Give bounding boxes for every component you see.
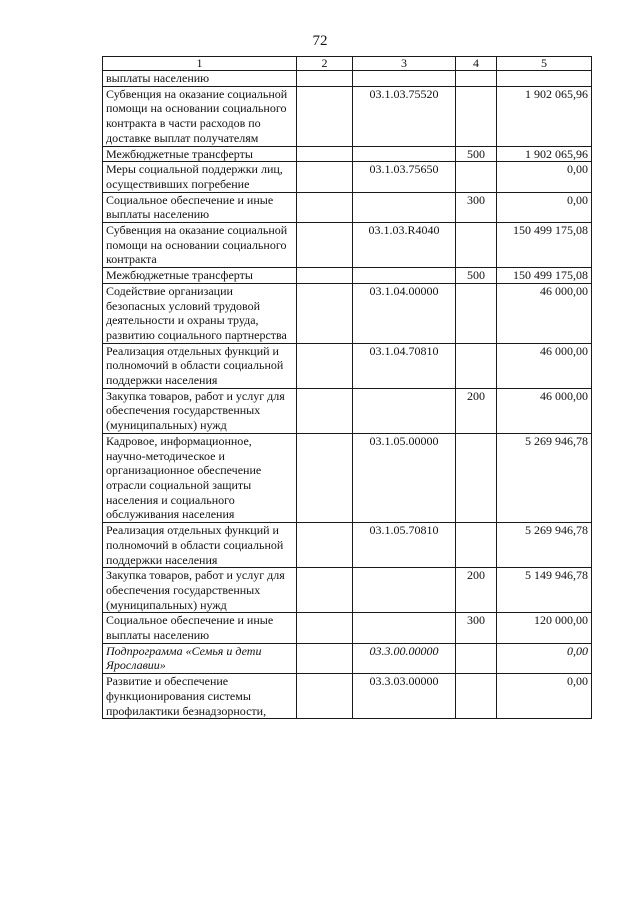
code-cell: 03.3.00.00000 — [353, 643, 456, 673]
type-cell — [456, 86, 497, 146]
header-cell-2: 2 — [297, 57, 353, 71]
header-cell-4: 4 — [456, 57, 497, 71]
amount-cell: 1 902 065,96 — [497, 146, 592, 162]
type-cell: 200 — [456, 568, 497, 613]
type-cell — [456, 643, 497, 673]
amount-cell: 5 269 946,78 — [497, 433, 592, 522]
col2-cell — [297, 568, 353, 613]
table-row — [103, 388, 592, 433]
code-cell: 03.1.05.70810 — [353, 523, 456, 568]
name-cell: Закупка товаров, работ и услуг для обеспечения государственных (муниципальных) нужд — [103, 568, 297, 613]
budget-table — [102, 56, 592, 719]
name-cell: Содействие организации безопасных условий трудовой деятельности и охраны труда, развитию социального партнерства — [103, 283, 297, 343]
type-cell — [456, 223, 497, 268]
code-cell — [353, 268, 456, 284]
code-cell: 03.1.04.00000 — [353, 283, 456, 343]
name-cell: Реализация отдельных функций и полномочий в области социальной поддержки населения — [103, 343, 297, 388]
col2-cell — [297, 643, 353, 673]
table-row — [103, 223, 592, 268]
code-cell — [353, 146, 456, 162]
type-cell — [456, 71, 497, 87]
amount-cell: 5 269 946,78 — [497, 523, 592, 568]
code-cell: 03.1.05.00000 — [353, 433, 456, 522]
code-cell: 03.1.03.R4040 — [353, 223, 456, 268]
amount-cell: 0,00 — [497, 192, 592, 222]
name-cell: Межбюджетные трансферты — [103, 268, 297, 284]
col2-cell — [297, 162, 353, 192]
type-cell — [456, 343, 497, 388]
table-row — [103, 568, 592, 613]
col2-cell — [297, 283, 353, 343]
amount-cell — [497, 71, 592, 87]
table-row — [103, 523, 592, 568]
amount-cell: 1 902 065,96 — [497, 86, 592, 146]
amount-cell: 150 499 175,08 — [497, 223, 592, 268]
col2-cell — [297, 268, 353, 284]
name-cell: Подпрограмма «Семья и дети Ярославии» — [103, 643, 297, 673]
name-cell: Субвенция на оказание социальной помощи на основании социального контракта в части расходов по доставке выплат получателям — [103, 86, 297, 146]
page-number: 72 — [312, 33, 328, 49]
code-cell — [353, 613, 456, 643]
code-cell: 03.1.03.75520 — [353, 86, 456, 146]
header-cell-5: 5 — [497, 57, 592, 71]
table-row — [103, 162, 592, 192]
name-cell: выплаты населению — [103, 71, 297, 87]
name-cell: Социальное обеспечение и иные выплаты населению — [103, 192, 297, 222]
type-cell: 200 — [456, 388, 497, 433]
col2-cell — [297, 192, 353, 222]
table-row — [103, 71, 592, 87]
col2-cell — [297, 433, 353, 522]
type-cell: 500 — [456, 146, 497, 162]
table-row — [103, 86, 592, 146]
table-row — [103, 433, 592, 522]
name-cell: Меры социальной поддержки лиц, осуществивших погребение — [103, 162, 297, 192]
name-cell: Реализация отдельных функций и полномочий в области социальной поддержки населения — [103, 523, 297, 568]
col2-cell — [297, 146, 353, 162]
name-cell: Социальное обеспечение и иные выплаты населению — [103, 613, 297, 643]
type-cell — [456, 674, 497, 719]
table-row — [103, 283, 592, 343]
amount-cell: 46 000,00 — [497, 283, 592, 343]
name-cell: Межбюджетные трансферты — [103, 146, 297, 162]
name-cell: Субвенция на оказание социальной помощи на основании социального контракта — [103, 223, 297, 268]
amount-cell: 0,00 — [497, 162, 592, 192]
code-cell: 03.1.04.70810 — [353, 343, 456, 388]
name-cell: Закупка товаров, работ и услуг для обеспечения государственных (муниципальных) нужд — [103, 388, 297, 433]
col2-cell — [297, 343, 353, 388]
table-row — [103, 268, 592, 284]
name-cell: Кадровое, информационное, научно-методическое и организационное обеспечение отрасли социальной защиты населения и социального обслуживания населения — [103, 433, 297, 522]
col2-cell — [297, 71, 353, 87]
amount-cell: 46 000,00 — [497, 388, 592, 433]
col2-cell — [297, 674, 353, 719]
table-row — [103, 674, 592, 719]
table-row — [103, 343, 592, 388]
name-cell: Развитие и обеспечение функционирования системы профилактики безнадзорности, — [103, 674, 297, 719]
type-cell: 500 — [456, 268, 497, 284]
col2-cell — [297, 613, 353, 643]
table-row — [103, 146, 592, 162]
code-cell — [353, 192, 456, 222]
type-cell: 300 — [456, 613, 497, 643]
amount-cell: 120 000,00 — [497, 613, 592, 643]
col2-cell — [297, 388, 353, 433]
type-cell — [456, 433, 497, 522]
amount-cell: 46 000,00 — [497, 343, 592, 388]
table-row — [103, 613, 592, 643]
amount-cell: 150 499 175,08 — [497, 268, 592, 284]
type-cell — [456, 523, 497, 568]
header-cell-3: 3 — [353, 57, 456, 71]
amount-cell: 5 149 946,78 — [497, 568, 592, 613]
code-cell — [353, 71, 456, 87]
code-cell: 03.3.03.00000 — [353, 674, 456, 719]
code-cell: 03.1.03.75650 — [353, 162, 456, 192]
table-row — [103, 192, 592, 222]
type-cell — [456, 283, 497, 343]
col2-cell — [297, 223, 353, 268]
amount-cell: 0,00 — [497, 674, 592, 719]
table-header-row — [103, 57, 592, 71]
type-cell: 300 — [456, 192, 497, 222]
col2-cell — [297, 86, 353, 146]
header-cell-1: 1 — [103, 57, 297, 71]
type-cell — [456, 162, 497, 192]
amount-cell: 0,00 — [497, 643, 592, 673]
table-row — [103, 643, 592, 673]
col2-cell — [297, 523, 353, 568]
code-cell — [353, 568, 456, 613]
code-cell — [353, 388, 456, 433]
